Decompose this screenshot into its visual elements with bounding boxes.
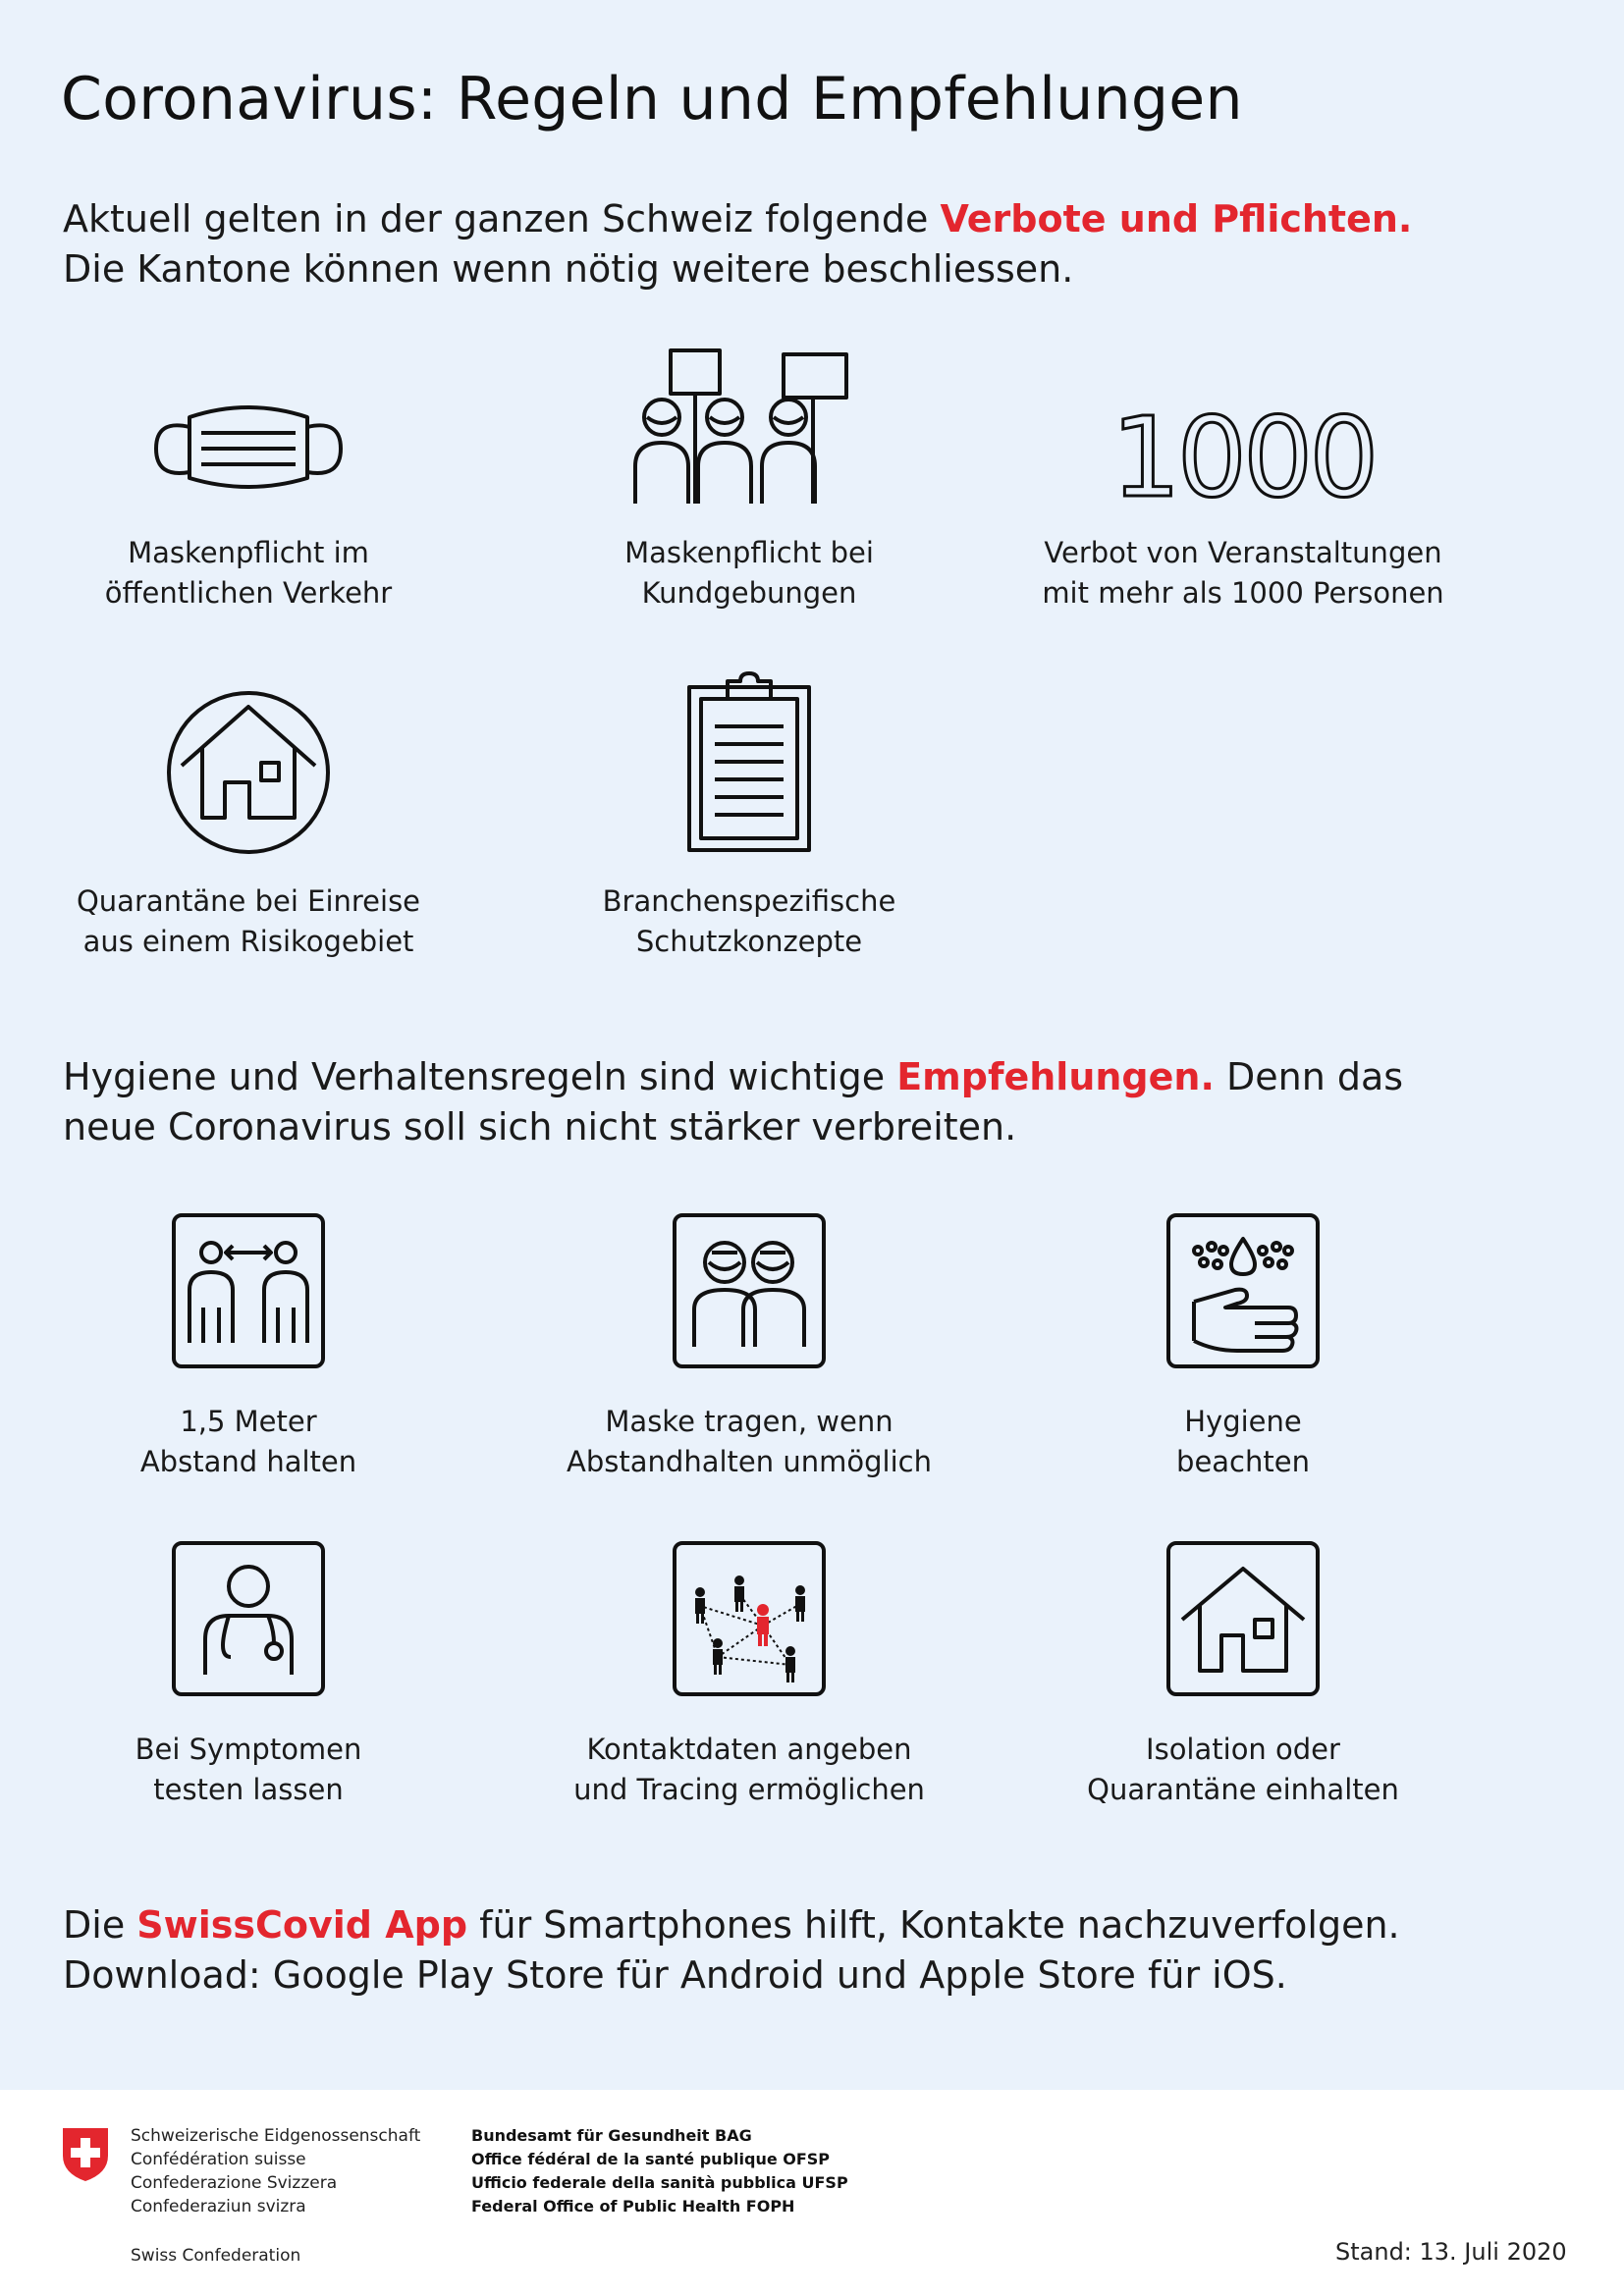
doctor-stethoscope-icon (23, 1541, 474, 1696)
recommendation-label: 1,5 Meter Abstand halten (139, 1405, 357, 1478)
rule-label: Branchenspezifische Schutzkonzepte (602, 884, 896, 958)
intro-text-end: Die Kantone können wenn nötig weitere beschliessen. (63, 247, 1074, 291)
hand-hygiene-icon (1017, 1213, 1469, 1368)
swiss-coat-of-arms-icon (61, 2126, 110, 2183)
date-stamp: Stand: 13. Juli 2020 (1335, 2238, 1567, 2266)
rule-label: Maskenpflicht bei Kundgebungen (624, 536, 874, 610)
recommendation-label: Kontaktdaten angeben und Tracing ermöglichen (573, 1733, 925, 1806)
recommendation-label: Bei Symptomen testen lassen (135, 1733, 362, 1806)
app-text-start: Die (63, 1903, 137, 1947)
recommendation-label: Isolation oder Quarantäne einhalten (1087, 1733, 1399, 1806)
contact-tracing-icon (523, 1541, 975, 1696)
download-info: Download: Google Play Store für Android und Apple Store für iOS. (63, 1953, 1287, 1997)
confederation-names: Schweizerische Eidgenossenschaft Confédération suisse Confederazione Svizzera Confederaziun svizra (131, 2126, 421, 2216)
app-text-end: für Smartphones hilft, Kontakte nachzuverfolgen. (467, 1903, 1400, 1947)
distance-icon (23, 1213, 474, 1368)
intro-highlight: Verbote und Pflichten. (940, 197, 1413, 240)
demonstration-icon (523, 348, 975, 506)
recommendation-highlight: Empfehlungen. (896, 1055, 1215, 1098)
confederation-english: Swiss Confederation (131, 2246, 301, 2266)
rule-label: Quarantäne bei Einreise aus einem Risikogebiet (76, 884, 421, 958)
clipboard-icon (523, 671, 975, 854)
office-names: Bundesamt für Gesundheit BAG Office fédéral de la santé publique OFSP Ufficio federale della sanità pubblica UFSP Federal Office of Public Health FOPH (471, 2126, 848, 2216)
recommendation-label: Hygiene beachten (1176, 1405, 1310, 1478)
recommendation-intro-start: Hygiene und Verhaltensregeln sind wichtige (63, 1055, 897, 1098)
house-circle-icon (23, 689, 474, 856)
recommendation-label: Maske tragen, wenn Abstandhalten unmöglich (567, 1405, 932, 1478)
intro-text-start: Aktuell gelten in der ganzen Schweiz folgende (63, 197, 941, 240)
house-isolation-icon (1017, 1541, 1469, 1696)
intro-text (63, 194, 1477, 294)
svg-text:1000: 1000 (1110, 395, 1376, 522)
rule-label: Maskenpflicht im öffentlichen Verkehr (104, 536, 393, 610)
rule-label: Verbot von Veranstaltungen mit mehr als 1000 Personen (1042, 536, 1444, 610)
app-name: SwissCovid App (136, 1903, 468, 1947)
recommendation-intro-end: Denn das neue Coronavirus soll sich nicht stärker verbreiten. (63, 1055, 1404, 1148)
recommendation-intro (63, 1052, 1477, 1152)
app-info-text (63, 1900, 1477, 2001)
two-masked-people-icon (523, 1213, 975, 1368)
face-mask-icon (23, 398, 474, 496)
page-title: Coronavirus: Regeln und Empfehlungen (61, 65, 1243, 133)
number-1000-icon (1017, 395, 1469, 522)
